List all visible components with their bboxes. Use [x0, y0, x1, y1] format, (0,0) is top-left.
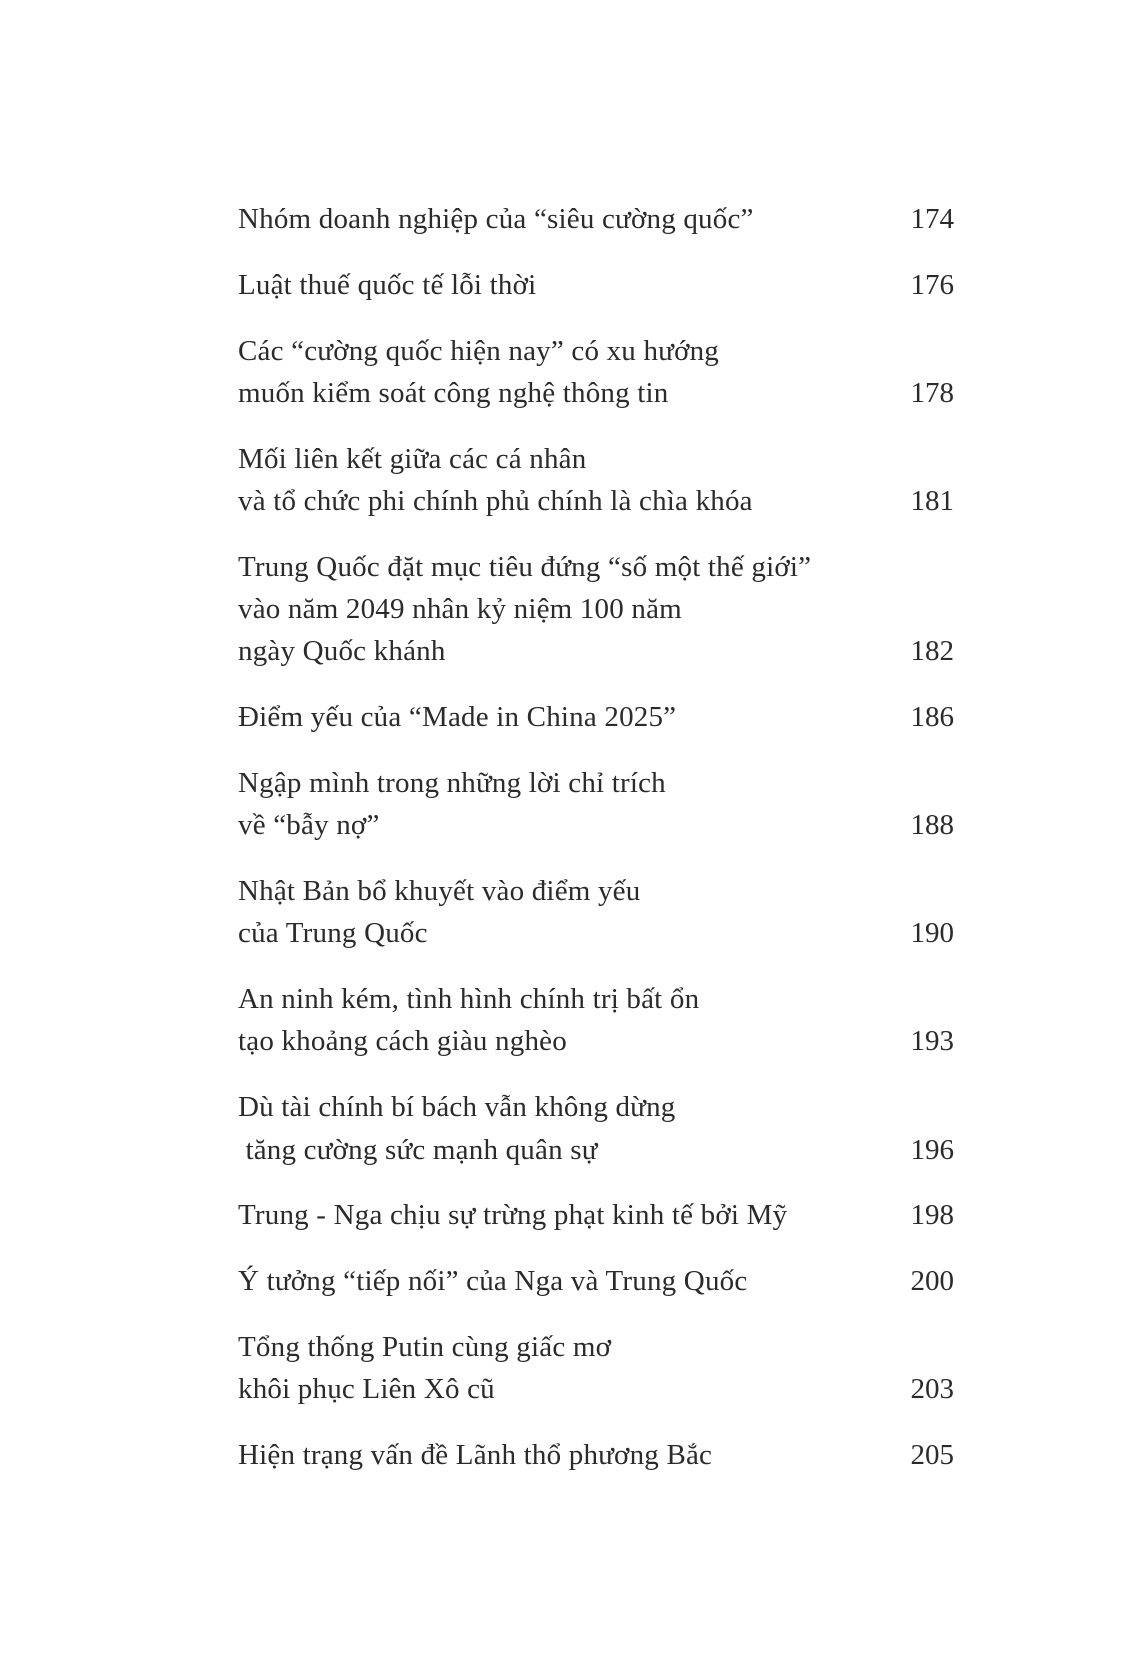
- toc-entry-title: [238, 198, 754, 240]
- toc-entry-page-number: 198: [910, 1199, 954, 1232]
- toc-entry-title: [238, 1260, 747, 1302]
- toc-entry-page-number: 178: [910, 376, 954, 409]
- toc-entry-title-line: Trung - Nga chịu sự trừng phạt kinh tế bởi Mỹ: [238, 1199, 788, 1232]
- toc-entry-title-line: và tổ chức phi chính phủ chính là chìa khóa: [238, 484, 753, 517]
- toc-entry-title-line: vào năm 2049 nhân kỷ niệm 100 năm: [238, 593, 682, 626]
- toc-entry-title-line: Hiện trạng vấn đề Lãnh thổ phương Bắc: [238, 1439, 713, 1472]
- toc-entry[interactable]: [238, 696, 954, 738]
- toc-entry[interactable]: [238, 1326, 954, 1411]
- toc-entry-title: [238, 438, 753, 523]
- toc-entry-page-number: 203: [910, 1373, 954, 1406]
- toc-entry-page-number: 181: [910, 484, 954, 517]
- toc-entry-title-line: của Trung Quốc: [238, 917, 428, 950]
- toc-entry-page-number: 188: [910, 809, 954, 842]
- toc-entry-title-line: ngày Quốc khánh: [238, 635, 446, 668]
- toc-entry-page-number: 196: [910, 1133, 954, 1166]
- toc-entry-title-line: tăng cường sức mạnh quân sự: [238, 1133, 598, 1166]
- toc-entry-page-number: 186: [910, 701, 954, 734]
- toc-entry[interactable]: [238, 1086, 954, 1171]
- toc-entry-title: [238, 696, 676, 738]
- toc-entry[interactable]: [238, 330, 954, 415]
- table-of-contents: [238, 198, 954, 1500]
- toc-entry[interactable]: [238, 870, 954, 955]
- toc-entry-title: [238, 1434, 712, 1476]
- toc-entry-page-number: 174: [910, 203, 954, 235]
- toc-entry-title-line: về “bẫy nợ”: [238, 809, 380, 842]
- toc-entry-title-line: Nhật Bản bổ khuyết vào điểm yếu: [238, 875, 641, 908]
- toc-entry-title-line: Tổng thống Putin cùng giấc mơ: [238, 1330, 612, 1363]
- toc-entry[interactable]: [238, 546, 954, 673]
- toc-entry-page-number: 193: [910, 1025, 954, 1058]
- toc-entry-title-line: Điểm yếu của “Made in China 2025”: [238, 701, 677, 734]
- toc-entry-title-line: Luật thuế quốc tế lỗi thời: [238, 268, 537, 301]
- toc-entry-page-number: 190: [910, 917, 954, 950]
- toc-entry[interactable]: [238, 1260, 954, 1302]
- toc-entry-title: [238, 264, 536, 306]
- toc-entry-title-line: Trung Quốc đặt mục tiêu đứng “số một thế giới”: [238, 550, 812, 583]
- toc-entry-page-number: 205: [910, 1439, 954, 1472]
- toc-entry-title-line: An ninh kém, tình hình chính trị bất ổn: [238, 983, 700, 1016]
- toc-entry-title-line: Ý tưởng “tiếp nối” của Nga và Trung Quốc: [238, 1265, 748, 1298]
- toc-entry-title: [238, 1194, 787, 1236]
- toc-entry[interactable]: [238, 438, 954, 523]
- toc-entry-title: [238, 546, 811, 673]
- toc-entry-title: [238, 1086, 676, 1171]
- toc-entry-title-line: Mối liên kết giữa các cá nhân: [238, 442, 587, 475]
- toc-entry-title-line: tạo khoảng cách giàu nghèo: [238, 1025, 567, 1058]
- toc-entry-title-line: khôi phục Liên Xô cũ: [238, 1373, 495, 1406]
- toc-entry[interactable]: [238, 762, 954, 847]
- toc-entry-title-line: Nhóm doanh nghiệp của “siêu cường quốc”: [238, 203, 754, 235]
- toc-entry[interactable]: [238, 198, 954, 240]
- toc-entry-title-line: Ngập mình trong những lời chỉ trích: [238, 766, 666, 799]
- toc-entry-title: [238, 330, 719, 415]
- toc-entry-title: [238, 762, 666, 847]
- toc-entry-title-line: muốn kiểm soát công nghệ thông tin: [238, 376, 669, 409]
- toc-entry-title: [238, 1326, 611, 1411]
- toc-entry[interactable]: [238, 978, 954, 1063]
- toc-entry-page-number: 200: [910, 1265, 954, 1298]
- toc-entry-title: [238, 978, 699, 1063]
- toc-entry-title-line: Dù tài chính bí bách vẫn không dừng: [238, 1091, 676, 1124]
- toc-entry[interactable]: [238, 1194, 954, 1236]
- toc-entry-page-number: 176: [910, 268, 954, 301]
- toc-entry-title: [238, 870, 640, 955]
- toc-entry[interactable]: [238, 1434, 954, 1476]
- toc-entry-page-number: 182: [910, 635, 954, 668]
- toc-entry[interactable]: [238, 264, 954, 306]
- toc-entry-title-line: Các “cường quốc hiện nay” có xu hướng: [238, 334, 720, 367]
